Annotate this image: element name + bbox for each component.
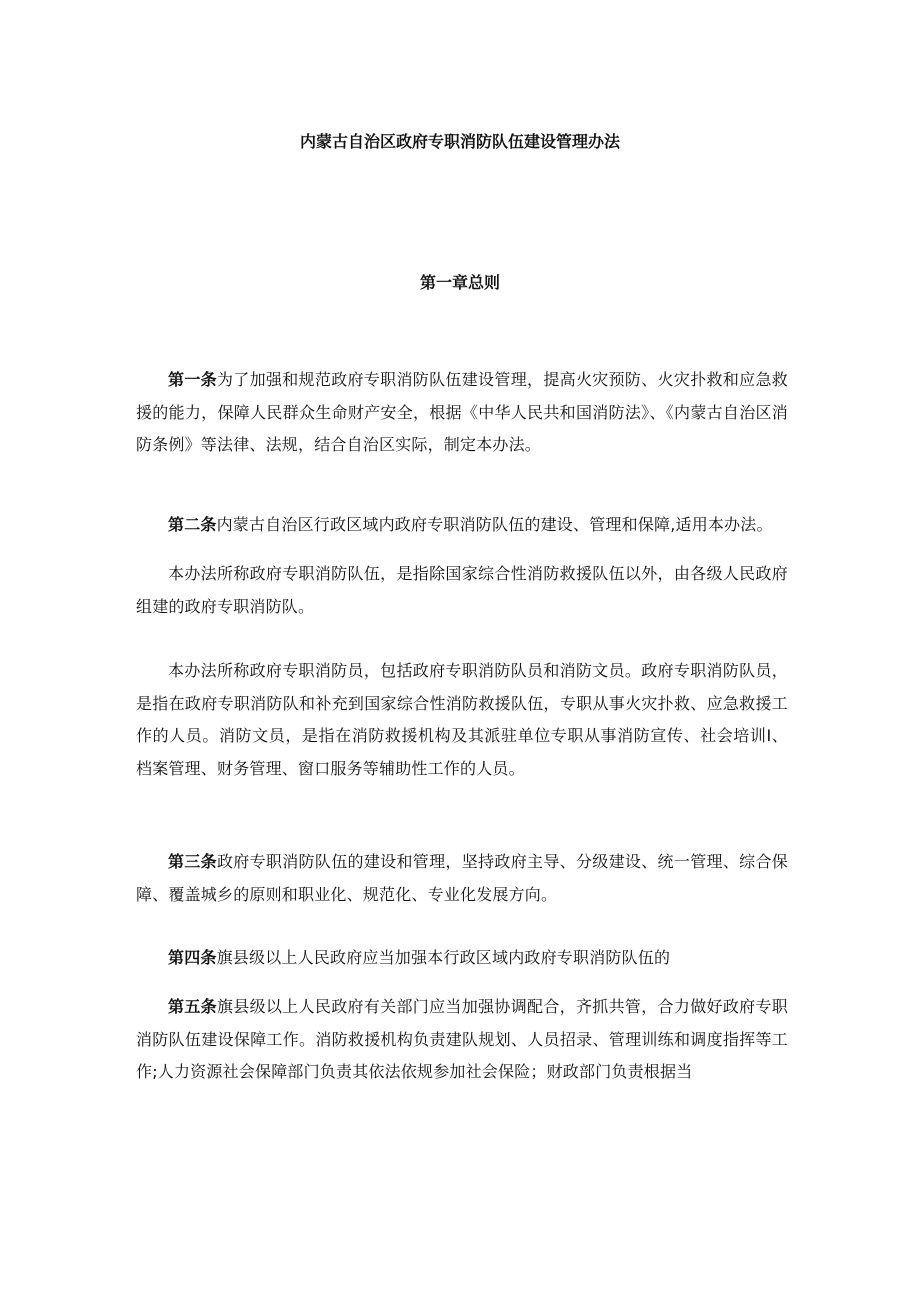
article-2-personnel-paragraph [136,655,788,785]
article-3-label: 第三条 [168,852,217,871]
article-5-text: 旗县级以上人民政府有关部门应当加强协调配合，齐抓共管，合力做好政府专职消防队伍建设保障工作。消防救援机构负责建队规划、人员招录、管理训练和调度指挥等工作;人力资源社会保障部门负责其依法依规参加社会保险；财政部门负责根据当 [136,997,788,1082]
article-1-text: 为了加强和规范政府专职消防队伍建设管理，提高火灾预防、火灾扑救和应急救援的能力，保障人民群众生命财产安全，根据《中华人民共和国消防法》、《内蒙古自治区消防条例》等法律、法规，结合自治区实际，制定本办法。 [136,370,788,455]
article-4-text: 旗县级以上人民政府应当加强本行政区域内政府专职消防队伍的 [216,948,671,967]
article-2-definition-paragraph [136,558,788,623]
article-3-paragraph [136,846,788,911]
document-title: 内蒙古自治区政府专职消防队伍建设管理办法 [299,132,620,151]
article-1-paragraph [136,364,788,462]
article-5-label: 第五条 [168,997,217,1016]
article-2-paragraph [136,509,788,542]
article-2-label: 第二条 [168,515,217,534]
article-2-personnel-text: 本办法所称政府专职消防员，包括政府专职消防队员和消防文员。政府专职消防队员，是指在政府专职消防队和补充到国家综合性消防救援队伍，专职从事火灾扑救、应急救援工作的人员。消防文员，是指在消防救援机构及其派驻单位专职从事消防宣传、社会培训I、档案管理、财务管理、窗口服务等辅助性工作的人员。 [136,661,788,778]
chapter-title: 第一章总则 [419,273,500,292]
article-2-def-text: 本办法所称政府专职消防队伍，是指除国家综合性消防救援队伍以外，由各级人民政府组建的政府专职消防队。 [136,564,788,616]
article-2-text: 内蒙古自治区行政区域内政府专职消防队伍的建设、管理和保障,适用本办法。 [216,515,773,534]
article-3-text: 政府专职消防队伍的建设和管理，坚持政府主导、分级建设、统一管理、综合保障、覆盖城乡的原则和职业化、规范化、专业化发展方向。 [136,852,788,904]
article-1-label: 第一条 [168,370,217,389]
article-4-label: 第四条 [168,948,217,967]
article-4-paragraph [136,942,788,975]
article-5-paragraph [136,991,788,1089]
